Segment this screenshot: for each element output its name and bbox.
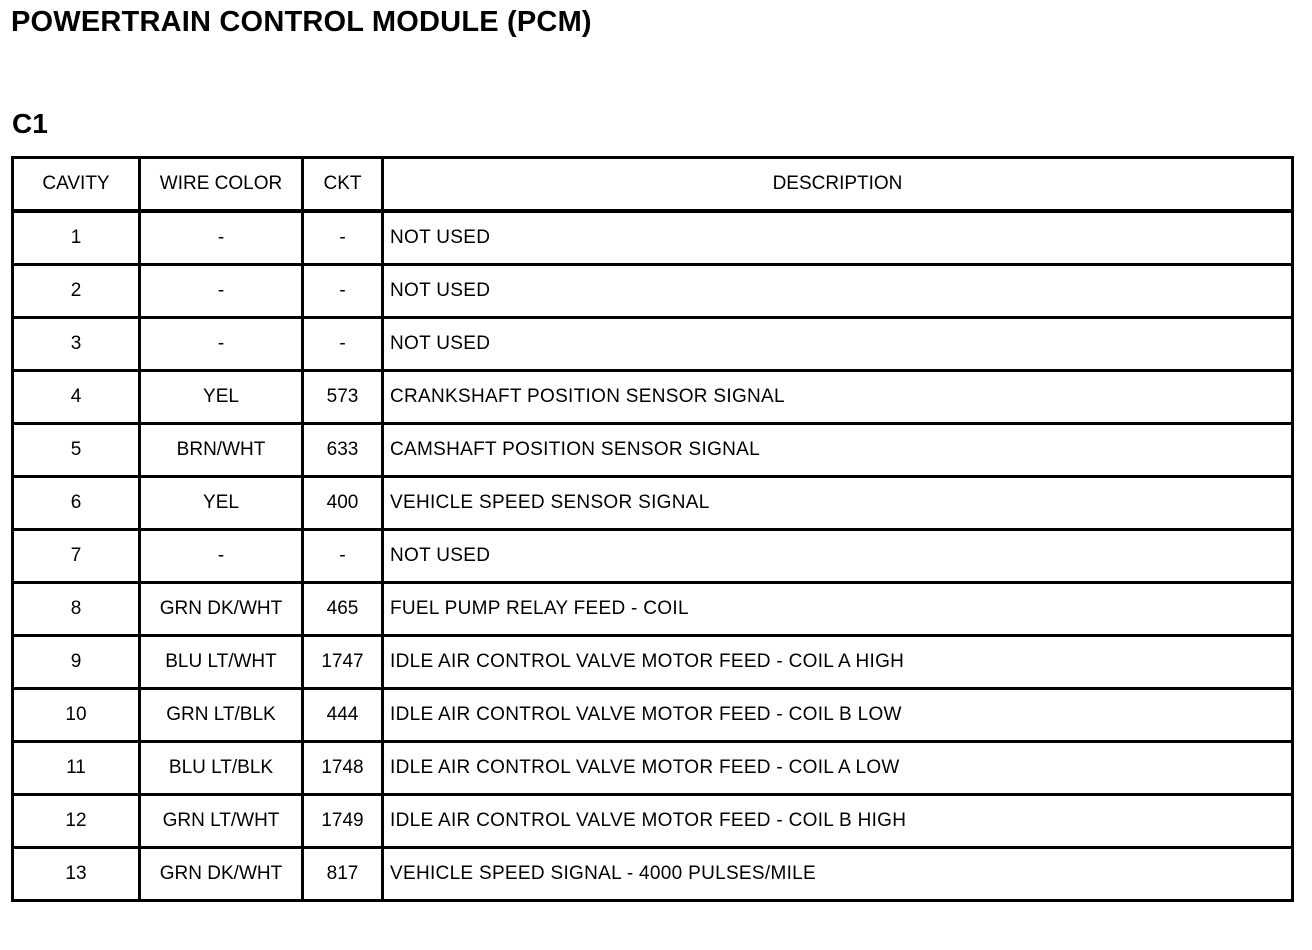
description-cell: CRANKSHAFT POSITION SENSOR SIGNAL	[383, 371, 1293, 424]
ckt-cell: 400	[303, 477, 383, 530]
ckt-cell: 444	[303, 689, 383, 742]
cavity-cell: 3	[13, 318, 140, 371]
cavity-cell: 10	[13, 689, 140, 742]
table-row	[13, 636, 1293, 689]
table-body	[13, 211, 1293, 901]
cavity-cell: 12	[13, 795, 140, 848]
header-description: DESCRIPTION	[383, 158, 1293, 212]
ckt-cell: 817	[303, 848, 383, 901]
table-row	[13, 795, 1293, 848]
description-cell: FUEL PUMP RELAY FEED - COIL	[383, 583, 1293, 636]
header-wire-color: WIRE COLOR	[140, 158, 303, 212]
wire-color-cell: -	[140, 530, 303, 583]
description-cell: NOT USED	[383, 211, 1293, 265]
cavity-cell: 5	[13, 424, 140, 477]
wire-color-cell: YEL	[140, 371, 303, 424]
table-row	[13, 477, 1293, 530]
table-row	[13, 318, 1293, 371]
connector-title: C1	[12, 108, 48, 139]
description-cell: IDLE AIR CONTROL VALVE MOTOR FEED - COIL A HIGH	[383, 636, 1293, 689]
wire-color-cell: GRN LT/WHT	[140, 795, 303, 848]
ckt-cell: -	[303, 211, 383, 265]
cavity-cell: 7	[13, 530, 140, 583]
cavity-cell: 1	[13, 211, 140, 265]
wire-color-cell: BRN/WHT	[140, 424, 303, 477]
description-cell: NOT USED	[383, 318, 1293, 371]
table-header	[13, 158, 1293, 212]
description-cell: VEHICLE SPEED SIGNAL - 4000 PULSES/MILE	[383, 848, 1293, 901]
table-row	[13, 211, 1293, 265]
ckt-cell: 1748	[303, 742, 383, 795]
cavity-cell: 2	[13, 265, 140, 318]
page-title: POWERTRAIN CONTROL MODULE (PCM)	[11, 6, 592, 38]
ckt-cell: 465	[303, 583, 383, 636]
description-cell: NOT USED	[383, 265, 1293, 318]
ckt-cell: 1749	[303, 795, 383, 848]
connector-pinout-table	[11, 156, 1294, 902]
table-row	[13, 265, 1293, 318]
wire-color-cell: YEL	[140, 477, 303, 530]
description-cell: IDLE AIR CONTROL VALVE MOTOR FEED - COIL B HIGH	[383, 795, 1293, 848]
description-cell: IDLE AIR CONTROL VALVE MOTOR FEED - COIL A LOW	[383, 742, 1293, 795]
wire-color-cell: -	[140, 211, 303, 265]
cavity-cell: 13	[13, 848, 140, 901]
table-row	[13, 371, 1293, 424]
header-cavity: CAVITY	[13, 158, 140, 212]
description-cell: CAMSHAFT POSITION SENSOR SIGNAL	[383, 424, 1293, 477]
cavity-cell: 6	[13, 477, 140, 530]
wire-color-cell: -	[140, 265, 303, 318]
wire-color-cell: GRN LT/BLK	[140, 689, 303, 742]
description-cell: NOT USED	[383, 530, 1293, 583]
table-row	[13, 424, 1293, 477]
wire-color-cell: -	[140, 318, 303, 371]
ckt-cell: -	[303, 530, 383, 583]
ckt-cell: -	[303, 318, 383, 371]
header-row	[13, 158, 1293, 212]
table-row	[13, 689, 1293, 742]
wire-color-cell: GRN DK/WHT	[140, 583, 303, 636]
wire-color-cell: BLU LT/WHT	[140, 636, 303, 689]
table-row	[13, 848, 1293, 901]
ckt-cell: 633	[303, 424, 383, 477]
cavity-cell: 11	[13, 742, 140, 795]
description-cell: VEHICLE SPEED SENSOR SIGNAL	[383, 477, 1293, 530]
wire-color-cell: BLU LT/BLK	[140, 742, 303, 795]
cavity-cell: 9	[13, 636, 140, 689]
ckt-cell: -	[303, 265, 383, 318]
cavity-cell: 8	[13, 583, 140, 636]
description-cell: IDLE AIR CONTROL VALVE MOTOR FEED - COIL B LOW	[383, 689, 1293, 742]
ckt-cell: 1747	[303, 636, 383, 689]
wire-color-cell: GRN DK/WHT	[140, 848, 303, 901]
ckt-cell: 573	[303, 371, 383, 424]
table-row	[13, 742, 1293, 795]
cavity-cell: 4	[13, 371, 140, 424]
table-row	[13, 583, 1293, 636]
table-row	[13, 530, 1293, 583]
header-ckt: CKT	[303, 158, 383, 212]
